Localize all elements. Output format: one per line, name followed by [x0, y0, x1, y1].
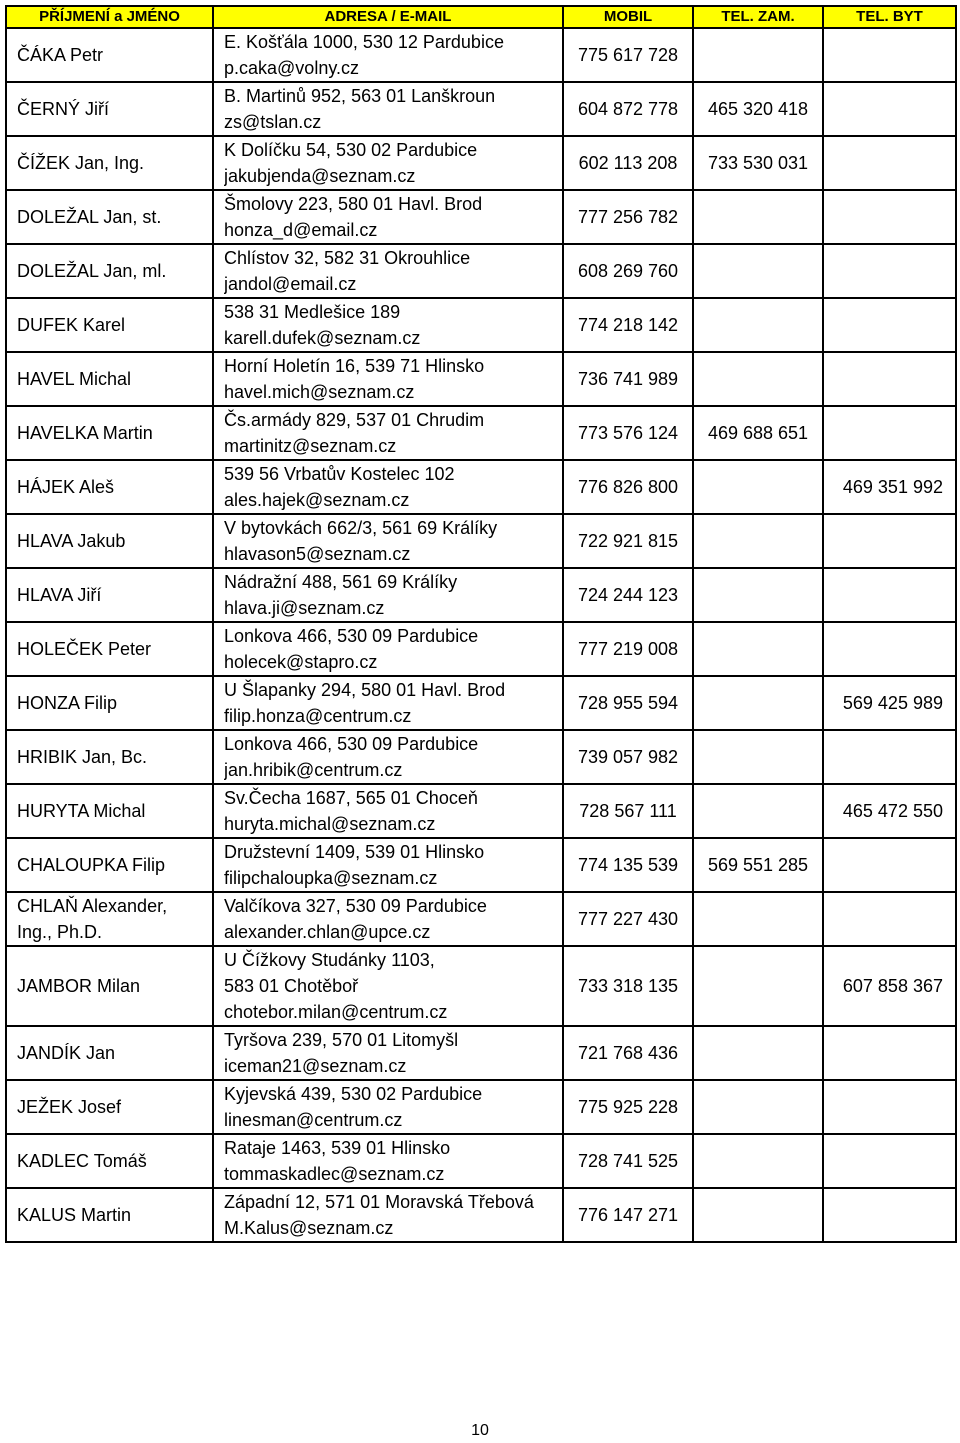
email-text: jakubjenda@seznam.cz: [224, 166, 416, 186]
table-row: [6, 28, 956, 82]
address-line: 538 31 Medlešice 189: [224, 302, 401, 322]
name-line: DOLEŽAL Jan, ml.: [17, 261, 167, 281]
name-line: JAMBOR Milan: [17, 976, 141, 996]
cell-mobile: 728 955 594: [563, 676, 693, 730]
address-line: Šmolovy 223, 580 01 Havl. Brod: [224, 194, 483, 214]
email-text: ales.hajek@seznam.cz: [224, 490, 410, 510]
cell-work-phone: [693, 28, 823, 82]
cell-name: [6, 1134, 213, 1188]
email-text: M.Kalus@seznam.cz: [224, 1218, 394, 1238]
cell-mobile: 724 244 123: [563, 568, 693, 622]
address-line: K Dolíčku 54, 530 02 Pardubice: [224, 140, 478, 160]
cell-work-phone: [693, 784, 823, 838]
cell-home-phone: [823, 82, 956, 136]
cell-mobile: 602 113 208: [563, 136, 693, 190]
table-header-row: [6, 6, 956, 28]
email-text: karell.dufek@seznam.cz: [224, 328, 421, 348]
cell-home-phone: [823, 514, 956, 568]
name-line: HAVEL Michal: [17, 369, 132, 389]
table-row: [6, 460, 956, 514]
address-line: Chlístov 32, 582 31 Okrouhlice: [224, 248, 471, 268]
address-line: Sv.Čecha 1687, 565 01 Choceň: [224, 788, 478, 808]
cell-mobile: 777 256 782: [563, 190, 693, 244]
table-row: [6, 946, 956, 1026]
table-row: [6, 82, 956, 136]
name-line: HRIBIK Jan, Bc.: [17, 747, 148, 767]
name-line: CHALOUPKA Filip: [17, 855, 166, 875]
address-line: E. Košťála 1000, 530 12 Pardubice: [224, 32, 504, 52]
cell-mobile: 776 826 800: [563, 460, 693, 514]
table-row: [6, 514, 956, 568]
cell-work-phone: 733 530 031: [693, 136, 823, 190]
cell-address: [213, 730, 563, 784]
name-line: JANDÍK Jan: [17, 1043, 116, 1063]
cell-work-phone: 469 688 651: [693, 406, 823, 460]
table-row: [6, 1026, 956, 1080]
cell-name: [6, 622, 213, 676]
name-line: JEŽEK Josef: [17, 1097, 122, 1117]
cell-work-phone: [693, 352, 823, 406]
cell-name: [6, 514, 213, 568]
address-line: Kyjevská 439, 530 02 Pardubice: [224, 1084, 483, 1104]
cell-home-phone: [823, 136, 956, 190]
table-row: [6, 352, 956, 406]
cell-address: [213, 892, 563, 946]
cell-address: [213, 190, 563, 244]
cell-work-phone: [693, 1080, 823, 1134]
cell-work-phone: [693, 298, 823, 352]
cell-mobile: 736 741 989: [563, 352, 693, 406]
name-line: KALUS Martin: [17, 1205, 132, 1225]
table-body: [6, 28, 956, 1242]
cell-home-phone: [823, 28, 956, 82]
cell-name: [6, 892, 213, 946]
name-line: ČÍŽEK Jan, Ing.: [17, 153, 145, 173]
name-line: ČÁKA Petr: [17, 45, 104, 65]
table-row: [6, 1188, 956, 1242]
name-line: HAVELKA Martin: [17, 423, 153, 443]
cell-address: [213, 676, 563, 730]
table-row: [6, 136, 956, 190]
cell-home-phone: [823, 244, 956, 298]
name-line: ČERNÝ Jiří: [17, 99, 110, 119]
table-row: [6, 676, 956, 730]
cell-name: [6, 28, 213, 82]
name-line: HLAVA Jiří: [17, 585, 102, 605]
email-text: filipchaloupka@seznam.cz: [224, 868, 438, 888]
cell-mobile: 774 218 142: [563, 298, 693, 352]
cell-home-phone: [823, 190, 956, 244]
table-row: [6, 1080, 956, 1134]
cell-address: [213, 136, 563, 190]
address-line: Rataje 1463, 539 01 Hlinsko: [224, 1138, 451, 1158]
cell-work-phone: [693, 892, 823, 946]
header-work-phone: TEL. ZAM.: [693, 6, 823, 28]
cell-name: [6, 676, 213, 730]
cell-home-phone: [823, 622, 956, 676]
email-text: tommaskadlec@seznam.cz: [224, 1164, 445, 1184]
cell-address: [213, 838, 563, 892]
cell-address: [213, 784, 563, 838]
table-row: [6, 892, 956, 946]
cell-home-phone: 465 472 550: [823, 784, 956, 838]
name-line: CHLAŇ Alexander,: [17, 896, 168, 916]
email-text: linesman@centrum.cz: [224, 1110, 403, 1130]
email-text: p.caka@volny.cz: [224, 58, 359, 78]
table-row: [6, 730, 956, 784]
header-address: ADRESA / E-MAIL: [213, 6, 563, 28]
email-text: havel.mich@seznam.cz: [224, 382, 415, 402]
cell-home-phone: [823, 1026, 956, 1080]
address-line: Lonkova 466, 530 09 Pardubice: [224, 626, 479, 646]
cell-name: [6, 838, 213, 892]
cell-address: [213, 568, 563, 622]
cell-name: [6, 784, 213, 838]
header-mobile: MOBIL: [563, 6, 693, 28]
address-line: 539 56 Vrbatův Kostelec 102: [224, 464, 455, 484]
cell-home-phone: [823, 352, 956, 406]
cell-home-phone: [823, 1188, 956, 1242]
cell-mobile: 776 147 271: [563, 1188, 693, 1242]
cell-work-phone: [693, 190, 823, 244]
cell-home-phone: [823, 406, 956, 460]
email-text: chotebor.milan@centrum.cz: [224, 1002, 448, 1022]
cell-address: [213, 298, 563, 352]
cell-mobile: 775 925 228: [563, 1080, 693, 1134]
cell-home-phone: 469 351 992: [823, 460, 956, 514]
cell-name: [6, 946, 213, 1026]
cell-work-phone: [693, 244, 823, 298]
address-line: Družstevní 1409, 539 01 Hlinsko: [224, 842, 485, 862]
cell-work-phone: [693, 730, 823, 784]
cell-address: [213, 1188, 563, 1242]
name-line: DUFEK Karel: [17, 315, 126, 335]
cell-name: [6, 82, 213, 136]
cell-mobile: 721 768 436: [563, 1026, 693, 1080]
name-line: HOLEČEK Peter: [17, 639, 152, 659]
address-line: Horní Holetín 16, 539 71 Hlinsko: [224, 356, 485, 376]
name-line: DOLEŽAL Jan, st.: [17, 207, 162, 227]
table-row: [6, 784, 956, 838]
cell-home-phone: [823, 1080, 956, 1134]
cell-home-phone: [823, 730, 956, 784]
cell-mobile: 774 135 539: [563, 838, 693, 892]
email-text: alexander.chlan@upce.cz: [224, 922, 431, 942]
name-line: Ing., Ph.D.: [17, 922, 103, 942]
cell-address: [213, 28, 563, 82]
cell-home-phone: 569 425 989: [823, 676, 956, 730]
email-text: jandol@email.cz: [224, 274, 357, 294]
address-line: V bytovkách 662/3, 561 69 Králíky: [224, 518, 498, 538]
cell-work-phone: 569 551 285: [693, 838, 823, 892]
cell-address: [213, 244, 563, 298]
table-row: [6, 244, 956, 298]
cell-name: [6, 1080, 213, 1134]
cell-mobile: 777 219 008: [563, 622, 693, 676]
table-row: [6, 298, 956, 352]
cell-address: [213, 460, 563, 514]
address-line: Valčíkova 327, 530 09 Pardubice: [224, 896, 487, 916]
address-line: U Šlapanky 294, 580 01 Havl. Brod: [224, 680, 506, 700]
cell-name: [6, 406, 213, 460]
cell-home-phone: [823, 1134, 956, 1188]
cell-name: [6, 298, 213, 352]
table-row: [6, 838, 956, 892]
cell-work-phone: [693, 568, 823, 622]
cell-home-phone: [823, 892, 956, 946]
name-line: HLAVA Jakub: [17, 531, 126, 551]
address-line: B. Martinů 952, 563 01 Lanškroun: [224, 86, 496, 106]
name-line: HURYTA Michal: [17, 801, 146, 821]
email-text: filip.honza@centrum.cz: [224, 706, 412, 726]
email-text: hlavason5@seznam.cz: [224, 544, 411, 564]
address-line: Nádražní 488, 561 69 Králíky: [224, 572, 458, 592]
cell-address: [213, 406, 563, 460]
cell-mobile: 722 921 815: [563, 514, 693, 568]
cell-mobile: 773 576 124: [563, 406, 693, 460]
name-line: HONZA Filip: [17, 693, 118, 713]
email-text: jan.hribik@centrum.cz: [224, 760, 403, 780]
cell-name: [6, 244, 213, 298]
cell-mobile: 604 872 778: [563, 82, 693, 136]
address-line: Čs.armády 829, 537 01 Chrudim: [224, 410, 485, 430]
email-text: huryta.michal@seznam.cz: [224, 814, 436, 834]
cell-work-phone: [693, 460, 823, 514]
header-home-phone: TEL. BYT: [823, 6, 956, 28]
cell-address: [213, 352, 563, 406]
cell-mobile: 733 318 135: [563, 946, 693, 1026]
cell-name: [6, 1188, 213, 1242]
cell-work-phone: [693, 514, 823, 568]
address-line: 583 01 Chotěboř: [224, 976, 359, 996]
table-row: [6, 190, 956, 244]
cell-mobile: 728 741 525: [563, 1134, 693, 1188]
address-line: Západní 12, 571 01 Moravská Třebová: [224, 1192, 534, 1212]
cell-home-phone: [823, 298, 956, 352]
name-line: HÁJEK Aleš: [17, 477, 115, 497]
address-line: Tyršova 239, 570 01 Litomyšl: [224, 1030, 459, 1050]
email-text: holecek@stapro.cz: [224, 652, 378, 672]
cell-home-phone: [823, 838, 956, 892]
name-line: KADLEC Tomáš: [17, 1151, 147, 1171]
cell-name: [6, 460, 213, 514]
cell-name: [6, 730, 213, 784]
table-row: [6, 622, 956, 676]
cell-name: [6, 352, 213, 406]
cell-name: [6, 136, 213, 190]
cell-address: [213, 946, 563, 1026]
email-text: martinitz@seznam.cz: [224, 436, 397, 456]
cell-address: [213, 1080, 563, 1134]
cell-mobile: 728 567 111: [563, 784, 693, 838]
cell-home-phone: [823, 568, 956, 622]
cell-work-phone: [693, 946, 823, 1026]
cell-home-phone: 607 858 367: [823, 946, 956, 1026]
cell-work-phone: [693, 676, 823, 730]
cell-work-phone: [693, 1026, 823, 1080]
cell-address: [213, 82, 563, 136]
cell-work-phone: 465 320 418: [693, 82, 823, 136]
address-line: Lonkova 466, 530 09 Pardubice: [224, 734, 479, 754]
cell-name: [6, 568, 213, 622]
address-line: U Čížkovy Studánky 1103,: [224, 950, 435, 970]
cell-name: [6, 190, 213, 244]
cell-address: [213, 1026, 563, 1080]
email-text: hlava.ji@seznam.cz: [224, 598, 385, 618]
contacts-table: [5, 5, 957, 1243]
email-text: iceman21@seznam.cz: [224, 1056, 407, 1076]
cell-work-phone: [693, 622, 823, 676]
cell-address: [213, 1134, 563, 1188]
cell-name: [6, 1026, 213, 1080]
page-number: 10: [471, 1422, 489, 1439]
cell-mobile: 739 057 982: [563, 730, 693, 784]
cell-mobile: 777 227 430: [563, 892, 693, 946]
cell-work-phone: [693, 1188, 823, 1242]
cell-work-phone: [693, 1134, 823, 1188]
cell-mobile: 608 269 760: [563, 244, 693, 298]
cell-mobile: 775 617 728: [563, 28, 693, 82]
email-text: honza_d@email.cz: [224, 220, 378, 240]
table-row: [6, 1134, 956, 1188]
cell-address: [213, 514, 563, 568]
table-row: [6, 406, 956, 460]
header-name: PŘÍJMENÍ a JMÉNO: [6, 6, 213, 28]
table-row: [6, 568, 956, 622]
email-text: zs@tslan.cz: [224, 112, 322, 132]
cell-address: [213, 622, 563, 676]
